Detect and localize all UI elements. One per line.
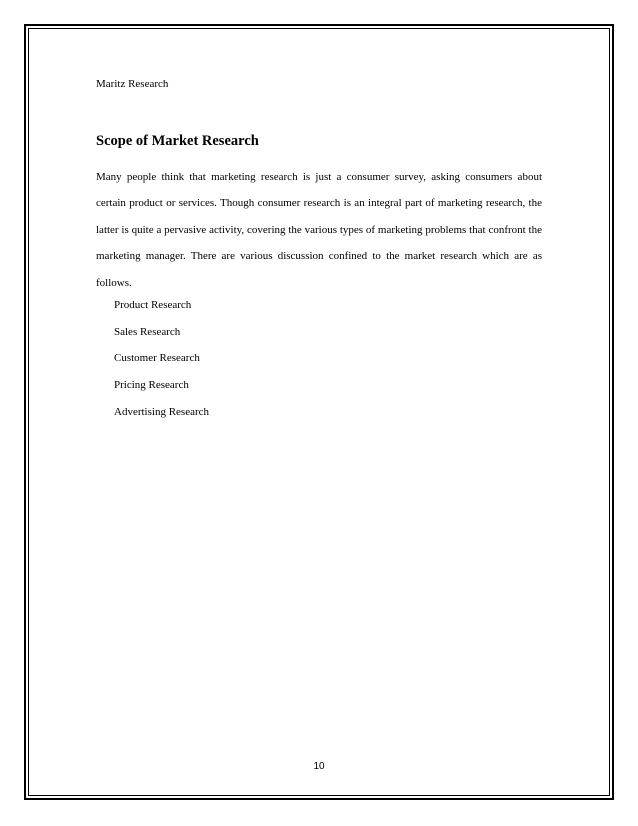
page-number: 10 <box>313 761 325 772</box>
list-item-customer-research: Customer Research <box>114 352 200 365</box>
list-item-pricing-research: Pricing Research <box>114 379 189 392</box>
list-item-product-research: Product Research <box>114 299 192 311</box>
intro-line: Maritz Research <box>96 78 169 90</box>
list-item-sales-research: Sales Research <box>114 325 181 338</box>
body-paragraph: Many people think that marketing research is just a consumer survey, asking consumers about certain product or services. Though consumer research is an integral part of marketing research, the latter is quite a pervasive activity, covering the various types of marketing problems that confront the marketing manager. There are various discussion confined to the market research which are as follows. <box>96 171 542 289</box>
list-item-advertising-research: Advertising Research <box>114 405 209 418</box>
research-type-list <box>114 297 209 430</box>
section-heading: Scope of Market Research <box>96 133 259 149</box>
